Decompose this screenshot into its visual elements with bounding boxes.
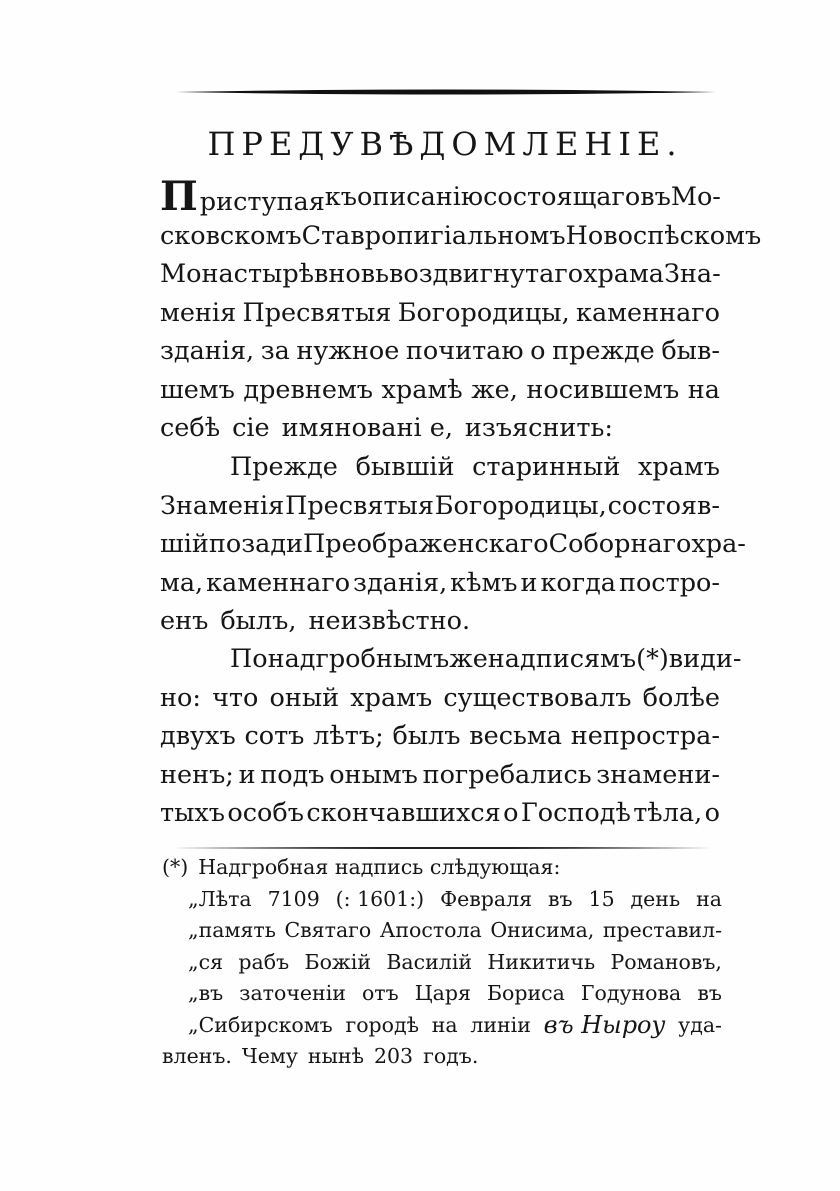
footnote-divider [172,845,712,851]
word: неизвѣстно. [308,606,471,636]
drop-cap: П [160,173,198,220]
text-line [160,294,720,333]
word: же [449,644,488,674]
word: сотъ [244,721,305,751]
word: позади [208,529,304,559]
word: день [630,886,681,911]
paragraph-2 [160,448,746,641]
word: нужное [296,336,400,366]
word: 15 [588,886,615,911]
word: По [230,644,268,674]
word: на [431,1012,458,1037]
text-line [160,717,720,756]
word: но: [160,682,201,713]
word: „въ [188,981,224,1005]
word: храмѣ [381,374,463,405]
word: Годунова [580,981,682,1005]
footnote-line [162,947,722,979]
word: зданія, [353,567,448,598]
text-line [160,173,721,220]
place-name-italic: въ Ныроу [543,1010,666,1039]
word: 203 [373,1044,414,1068]
word: оный [269,682,340,713]
text-line [160,217,762,256]
word: же, [471,374,518,405]
word: носившемъ [526,374,680,405]
word: преставил- [602,918,722,942]
footnote-line [162,1010,722,1042]
word: „ся [188,949,224,974]
word: Зна- [664,259,721,289]
word: храмъ [350,682,433,713]
page-title: ПРЕДУВѢДОМЛЕНІЕ. [207,125,683,163]
text-line [160,679,720,718]
text-line [160,448,720,487]
word: за [260,336,290,366]
word: и [520,567,538,598]
word: лѣтъ; [313,721,384,751]
text-line [160,564,720,603]
word: на [696,886,722,911]
word: рабъ [238,949,290,974]
word: вленъ. [162,1044,232,1068]
word: (: 1601:) [335,886,425,911]
word: Чему [241,1044,298,1068]
word: Господѣ [520,798,631,828]
word: каменнаго [576,297,720,328]
word: Божій [304,949,371,974]
word: особъ [227,798,304,828]
word: когда [540,567,616,598]
word: Святаго [284,918,372,942]
footnote-line [162,1041,722,1073]
word: 7109 [267,886,320,911]
text-line [160,640,742,679]
word: Монастырѣ [160,259,315,289]
word: Романовъ, [610,949,722,974]
word: Соборнаго [548,529,692,559]
text-line [160,602,720,641]
word: бывшій [355,452,455,482]
word: линіи [470,1012,531,1037]
word: вновь [314,259,389,289]
word: Никитичь [487,949,596,974]
word: Прежде [230,452,338,482]
word: Василій [386,949,473,974]
word: о [503,798,519,828]
word: тыхъ [160,798,226,828]
word: Новоспѣскомъ [565,220,762,251]
word: къ [324,182,357,212]
word: непростра- [570,721,720,751]
word: Преображенскаго [303,529,549,559]
word: хра- [691,529,746,559]
word: заточеніи [239,981,346,1005]
word: енъ [160,606,209,636]
footnote-line [162,915,722,947]
word: нынѣ [307,1044,364,1068]
word: шій [160,529,209,559]
word: Богородицы, [434,490,607,521]
word: Пресвятыя [285,490,434,521]
word: каменнаго [206,567,351,598]
text-line [160,409,720,448]
word: храма [583,259,665,289]
word: годъ. [423,1044,479,1068]
word: быв- [661,336,720,366]
paragraph-3 [160,640,742,833]
word: почитаю [405,336,524,366]
word: изъяснить: [464,413,613,443]
word: види- [668,644,742,674]
word: Пресвятыя [242,297,392,328]
word: состояв- [607,490,720,521]
text-line [160,487,720,526]
footnote-intro: Надгробная надпись слѣдующая: [198,855,561,879]
word: погребались [422,759,592,790]
word: двухъ [160,721,236,751]
word: что [212,682,259,713]
text-line [160,371,720,410]
word: и [238,759,256,790]
word: о [530,336,546,366]
word: „Сибирскомъ [188,1012,333,1037]
word: весьма [469,721,562,751]
text-line [160,255,720,294]
footnote-line [162,978,722,1010]
word: болѣе [642,682,720,713]
word: былъ, [220,606,297,636]
word: старинный [472,452,621,482]
word: надписямъ [487,644,637,674]
word: скончавшихся [306,798,501,828]
word: существовалъ [443,682,632,713]
word: прежде [552,336,655,366]
text-line [160,756,720,795]
word: въ [640,182,671,212]
word: зданія, [160,336,255,366]
word: на [687,374,720,405]
word: себѣ [160,413,221,443]
word: знамени- [596,759,720,790]
word: постро- [618,567,720,598]
word: Февраля [440,886,533,911]
paragraph-1 [160,173,762,448]
footnote-line [162,852,722,884]
word: Апостола [379,918,482,942]
word: имяновані е, [281,413,453,443]
word: воздвигнутаго [389,259,584,289]
text-line [160,332,720,371]
footnote-line [162,884,722,916]
text-line [160,525,746,564]
word: риступая [199,187,325,217]
word: Знаменія [160,490,285,521]
top-ornamental-rule [176,88,716,96]
word: сіе [232,413,270,443]
word: описанію [356,182,484,212]
word: ма, [160,567,204,598]
first-word [160,173,325,220]
word: ненъ; [160,759,234,790]
word: Бориса [486,981,565,1005]
text-line [160,794,720,833]
word: сковскомъ [160,220,302,251]
word: Ставропигіальномъ [301,220,566,251]
word: городѣ [345,1012,419,1037]
word: состоящаго [483,182,641,212]
word: Богородицы, [397,297,570,328]
word: кѣмъ [450,567,518,598]
footnote [162,852,722,1073]
word: Царя [414,981,471,1005]
footnote-reference[interactable]: (*) [636,644,669,674]
word: шемъ [160,374,235,405]
word: „память [188,918,276,942]
word: Мо- [670,182,721,212]
word: тѣла, [633,798,703,828]
word: храмъ [638,452,720,482]
word: подъ [260,759,325,790]
word: Онисима, [490,918,595,942]
word: уда- [678,1012,722,1037]
word: отъ [361,981,399,1005]
word: надгробнымъ [267,644,450,674]
word: „Лѣта [188,886,252,911]
word: древнемъ [243,374,374,405]
word: въ [697,981,722,1005]
word: менія [160,297,237,328]
word: въ [548,886,573,911]
footnote-marker: (*) [162,855,189,879]
word: былъ [392,721,461,751]
word: о [704,798,720,828]
word: онымъ [329,759,418,790]
